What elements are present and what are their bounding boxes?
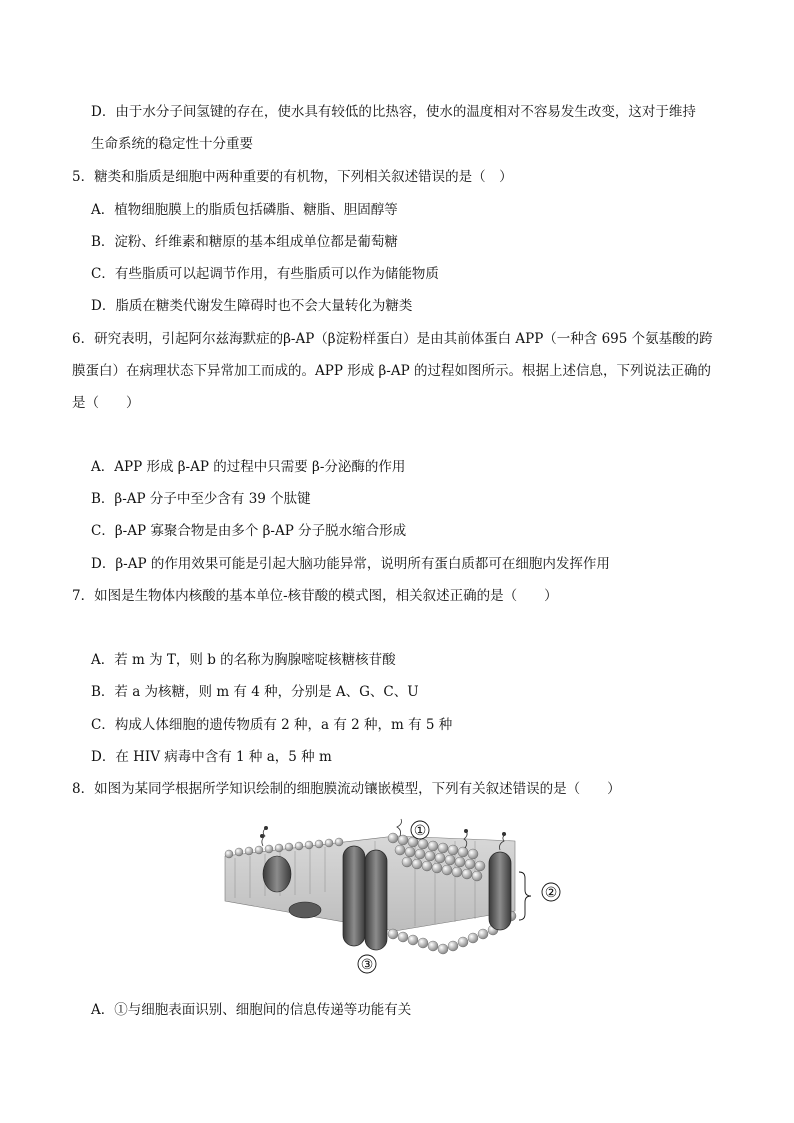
q5-option-c: C．有些脂质可以起调节作用，有些脂质可以作为储能物质 [91, 266, 439, 282]
cell-membrane-figure [215, 816, 575, 976]
q6-stem-line3: 是（ ） [72, 395, 140, 411]
q5-option-a: A．植物细胞膜上的脂质包括磷脂、糖脂、胆固醇等 [91, 202, 398, 218]
q7-option-b: B．若 a 为核糖，则 m 有 4 种，分别是 A、G、C、U [91, 684, 419, 700]
q7-option-c: C．构成人体细胞的遗传物质有 2 种，a 有 2 种，m 有 5 种 [91, 717, 453, 733]
figure-label-2: ② [544, 885, 558, 901]
q5-option-d: D．脂质在糖类代谢发生障碍时也不会大量转化为糖类 [91, 298, 413, 314]
q8-option-a: A．①与细胞表面识别、细胞间的信息传递等功能有关 [91, 1002, 412, 1018]
q6-option-b: B．β-AP 分子中至少含有 39 个肽键 [91, 491, 311, 507]
q7-option-a: A．若 m 为 T，则 b 的名称为胸腺嘧啶核糖核苷酸 [91, 652, 396, 668]
q6-option-a: A．APP 形成 β-AP 的过程中只需要 β-分泌酶的作用 [91, 459, 406, 475]
q6-option-d: D．β-AP 的作用效果可能是引起大脑功能异常，说明所有蛋白质都可在细胞内发挥作用 [91, 556, 610, 572]
q4-option-d-line2: 生命系统的稳定性十分重要 [91, 136, 253, 152]
q6-option-c: C．β-AP 寡聚合物是由多个 β-AP 分子脱水缩合形成 [91, 523, 407, 539]
q6-stem-line2: 膜蛋白）在病理状态下异常加工而成的。APP 形成 β-AP 的过程如图所示。根据上述信息，下列说法正确的 [72, 363, 711, 379]
figure-label-3: ③ [360, 957, 374, 973]
q7-stem: 7．如图是生物体内核酸的基本单位-核苷酸的模式图，相关叙述正确的是（ ） [72, 588, 558, 604]
q4-option-d-line1: D．由于水分子间氢键的存在，使水具有较低的比热容，使水的温度相对不容易发生改变，这对于维持 [91, 104, 696, 120]
membrane-protein-left [263, 856, 291, 892]
q6-stem-line1: 6．研究表明，引起阿尔兹海默症的β-AP（β淀粉样蛋白）是由其前体蛋白 APP（一种含 695 个氨基酸的跨 [72, 331, 713, 347]
q5-stem: 5．糖类和脂质是细胞中两种重要的有机物，下列相关叙述错误的是（ ） [72, 169, 513, 185]
membrane-protein-bottom-left [289, 902, 321, 918]
transmembrane-protein-right [489, 852, 511, 930]
bilayer-bracket [519, 872, 531, 920]
figure-label-1: ① [413, 823, 427, 839]
q8-stem: 8．如图为某同学根据所学知识绘制的细胞膜流动镶嵌模型，下列有关叙述错误的是（ ） [72, 781, 621, 797]
q5-option-b: B．淀粉、纤维素和糖原的基本组成单位都是葡萄糖 [91, 234, 398, 250]
transmembrane-channel-protein [343, 846, 387, 950]
q7-option-d: D．在 HIV 病毒中含有 1 种 a，5 种 m [91, 749, 332, 765]
